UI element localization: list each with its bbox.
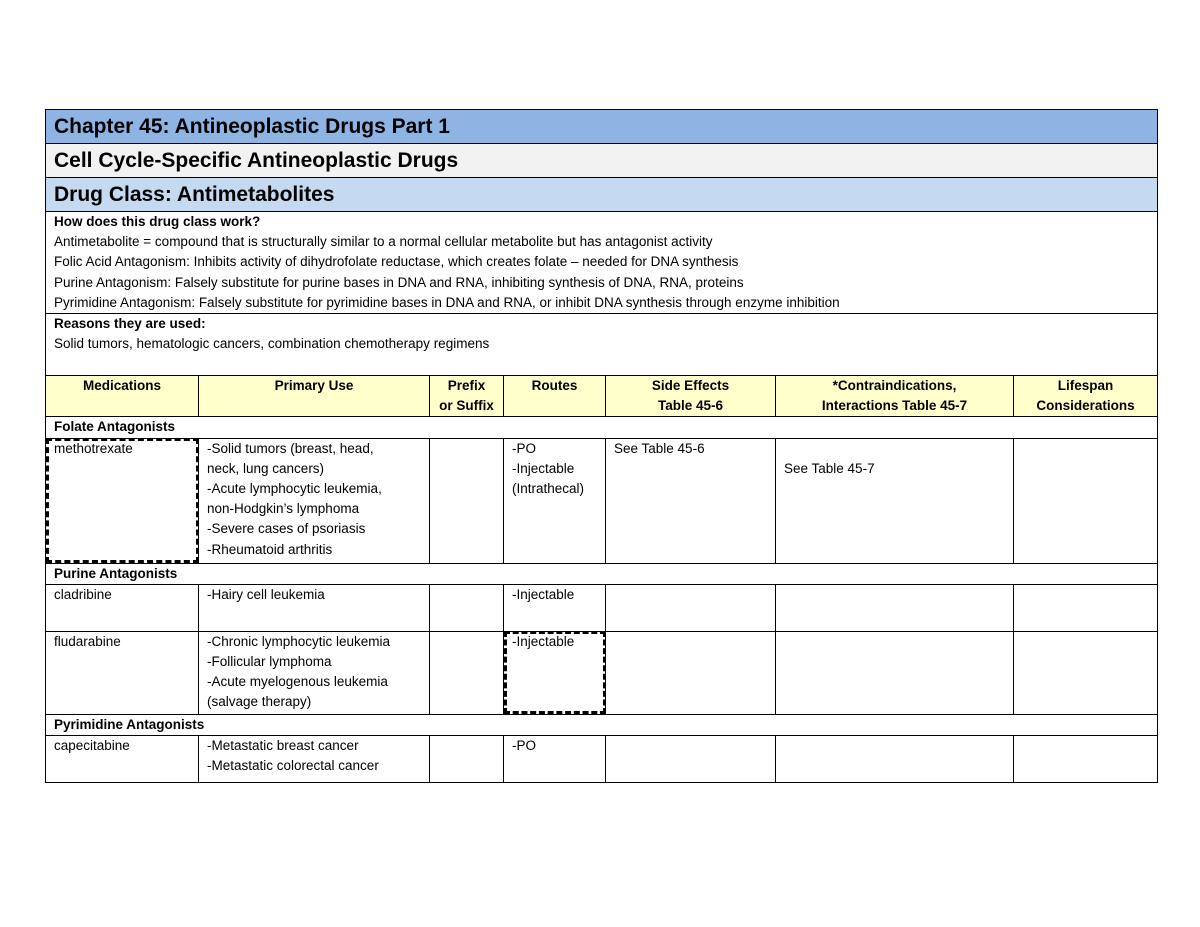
primary-use-cell: -Solid tumors (breast, head, neck, lung cancers) -Acute lymphocytic leukemia, non-Hodgkin’s lymphoma -Severe cases of psoriasis -Rheumatoid arthritis <box>199 438 430 563</box>
contraindications-cell <box>776 584 1014 631</box>
mechanism-cell <box>46 212 1158 314</box>
routes-cell: -Injectable <box>504 584 606 631</box>
header-routes: Routes <box>504 376 606 417</box>
section-label: Purine Antagonists <box>46 563 1158 584</box>
drug-class-row <box>46 178 1158 212</box>
reasons-cell <box>46 314 1158 376</box>
medication-name: cladribine <box>46 584 199 631</box>
medication-name[interactable]: methotrexate <box>46 438 199 563</box>
table-row <box>46 438 1158 563</box>
header-lifespan: Lifespan Considerations <box>1014 376 1158 417</box>
prefix-cell <box>430 584 504 631</box>
prefix-cell <box>430 631 504 714</box>
contraindications-cell <box>776 736 1014 783</box>
section-label: Pyrimidine Antagonists <box>46 714 1158 735</box>
side-effects-cell <box>606 736 776 783</box>
prefix-cell <box>430 438 504 563</box>
mechanism-line: Antimetabolite = compound that is structurally similar to a normal cellular metabolite but has antagonist activity <box>54 234 713 250</box>
lifespan-cell <box>1014 438 1158 563</box>
drug-table <box>45 109 1158 783</box>
mechanism-line: Pyrimidine Antagonism: Falsely substitute for pyrimidine bases in DNA and RNA, or inhibit DNA synthesis through enzyme inhibition <box>54 294 840 310</box>
reasons-heading: Reasons they are used: <box>54 316 206 332</box>
section-label: Folate Antagonists <box>46 417 1158 438</box>
header-side-effects: Side Effects Table 45-6 <box>606 376 776 417</box>
side-effects-cell <box>606 584 776 631</box>
table-row <box>46 584 1158 631</box>
medication-name: capecitabine <box>46 736 199 783</box>
routes-cell[interactable]: -Injectable <box>504 631 606 714</box>
section-row-purine <box>46 563 1158 584</box>
title-row <box>46 110 1158 144</box>
primary-use-cell: -Chronic lymphocytic leukemia -Follicular lymphoma -Acute myelogenous leukemia (salvage therapy) <box>199 631 430 714</box>
prefix-cell <box>430 736 504 783</box>
subtitle-row <box>46 144 1158 178</box>
page-subtitle: Cell Cycle-Specific Antineoplastic Drugs <box>46 144 1158 178</box>
column-header-row <box>46 376 1158 417</box>
header-contraindications: *Contraindications, Interactions Table 45-7 <box>776 376 1014 417</box>
primary-use-cell: -Hairy cell leukemia <box>199 584 430 631</box>
header-medications: Medications <box>46 376 199 417</box>
contraindications-cell: See Table 45-7 <box>776 438 1014 563</box>
page-title: Chapter 45: Antineoplastic Drugs Part 1 <box>46 110 1158 144</box>
primary-use-cell: -Metastatic breast cancer -Metastatic colorectal cancer <box>199 736 430 783</box>
drug-class-title: Drug Class: Antimetabolites <box>46 178 1158 212</box>
side-effects-cell: See Table 45-6 <box>606 438 776 563</box>
header-primary-use: Primary Use <box>199 376 430 417</box>
table-row <box>46 631 1158 714</box>
lifespan-cell <box>1014 736 1158 783</box>
mechanism-row <box>46 212 1158 314</box>
routes-cell: -PO -Injectable (Intrathecal) <box>504 438 606 563</box>
mechanism-line: Folic Acid Antagonism: Inhibits activity of dihydrofolate reductase, which creates folate – needed for DNA synthesis <box>54 254 739 270</box>
side-effects-cell <box>606 631 776 714</box>
medication-name: fludarabine <box>46 631 199 714</box>
mechanism-line: Purine Antagonism: Falsely substitute for purine bases in DNA and RNA, inhibiting synthesis of DNA, RNA, proteins <box>54 274 744 290</box>
contraindications-cell <box>776 631 1014 714</box>
mechanism-heading: How does this drug class work? <box>54 214 261 229</box>
reasons-row <box>46 314 1158 376</box>
routes-cell: -PO <box>504 736 606 783</box>
section-row-pyrimidine <box>46 714 1158 735</box>
reasons-text: Solid tumors, hematologic cancers, combination chemotherapy regimens <box>54 336 490 352</box>
table-row <box>46 736 1158 783</box>
header-prefix: Prefix or Suffix <box>430 376 504 417</box>
section-row-folate <box>46 417 1158 438</box>
lifespan-cell <box>1014 631 1158 714</box>
lifespan-cell <box>1014 584 1158 631</box>
